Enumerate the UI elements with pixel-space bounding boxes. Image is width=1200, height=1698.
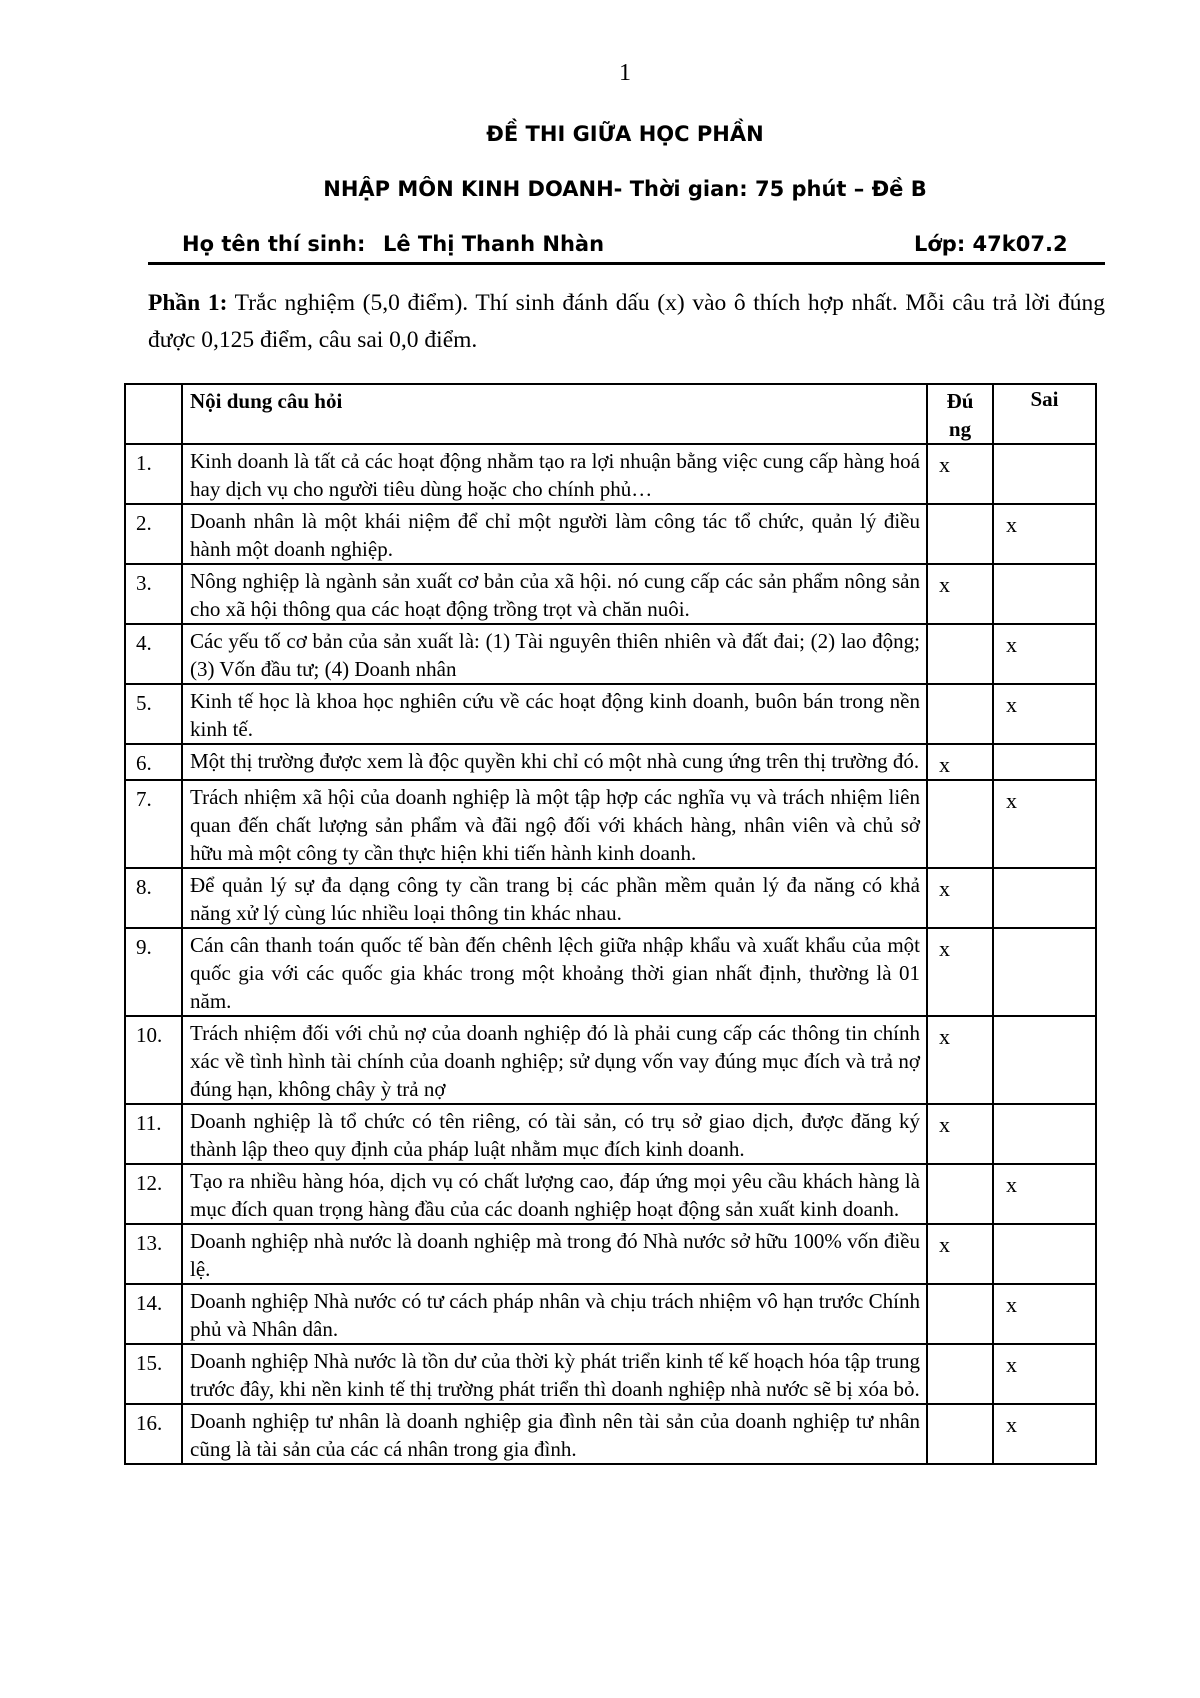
question-text: Doanh nghiệp nhà nước là doanh nghiệp mà trong đó Nhà nước sở hữu 100% vốn điều lệ. [182, 1224, 927, 1284]
question-number: 12. [125, 1164, 182, 1224]
question-text: Kinh tế học là khoa học nghiên cứu về các hoạt động kinh doanh, buôn bán trong nền kinh tế. [182, 684, 927, 744]
false-mark-cell [993, 1104, 1096, 1164]
instructions-text: Trắc nghiệm (5,0 điểm). Thí sinh đánh dấu (x) vào ô thích hợp nhất. Mỗi câu trả lời đúng được 0,125 điểm, câu sai 0,0 điểm. [148, 290, 1105, 353]
header-number-cell [125, 384, 182, 444]
student-name-label: Họ tên thí sinh: [182, 232, 366, 256]
question-text: Để quản lý sự đa dạng công ty cần trang bị các phần mềm quản lý đa năng có khả năng xử lý cùng lúc nhiều loại thông tin khác nhau. [182, 868, 927, 928]
question-number: 9. [125, 928, 182, 1016]
true-mark-cell: x [927, 928, 993, 1016]
true-mark-cell: x [927, 444, 993, 504]
table-row [125, 868, 1096, 928]
question-number: 8. [125, 868, 182, 928]
false-mark-cell: x [993, 624, 1096, 684]
table-row [125, 1404, 1096, 1464]
question-text: Một thị trường được xem là độc quyền khi chỉ có một nhà cung ứng trên thị trường đó. [182, 744, 927, 780]
true-mark-cell: x [927, 564, 993, 624]
false-mark-cell [993, 1224, 1096, 1284]
question-number: 11. [125, 1104, 182, 1164]
false-mark-cell [993, 928, 1096, 1016]
question-number: 15. [125, 1344, 182, 1404]
true-mark-cell [927, 684, 993, 744]
false-mark-cell [993, 1016, 1096, 1104]
table-row [125, 928, 1096, 1016]
true-mark-cell: x [927, 744, 993, 780]
false-mark-cell [993, 868, 1096, 928]
false-mark-cell: x [993, 1404, 1096, 1464]
table-row [125, 1104, 1096, 1164]
part-label: Phần 1: [148, 290, 228, 316]
question-text: Tạo ra nhiều hàng hóa, dịch vụ có chất lượng cao, đáp ứng mọi yêu cầu khách hàng là mục đích quan trọng hàng đầu của các doanh nghiệp hoạt động sản xuất kinh doanh. [182, 1164, 927, 1224]
table-row [125, 684, 1096, 744]
false-mark-cell: x [993, 780, 1096, 868]
page-number: 1 [619, 60, 631, 86]
false-mark-cell: x [993, 1284, 1096, 1344]
question-text: Doanh nghiệp Nhà nước là tồn dư của thời kỳ phát triển kinh tế kế hoạch hóa tập trung trước đây, khi nền kinh tế thị trường phát triển thì doanh nghiệp nhà nước sẽ bị xóa bỏ. [182, 1344, 927, 1404]
true-mark-cell: x [927, 1016, 993, 1104]
false-mark-cell [993, 564, 1096, 624]
false-mark-cell: x [993, 1164, 1096, 1224]
exam-subtitle: NHẬP MÔN KINH DOANH- Thời gian: 75 phút – Đề B [323, 177, 927, 201]
false-mark-cell: x [993, 684, 1096, 744]
true-mark-cell: x [927, 868, 993, 928]
question-number: 3. [125, 564, 182, 624]
header-true: Đúng [927, 384, 993, 444]
question-text: Các yếu tố cơ bản của sản xuất là: (1) Tài nguyên thiên nhiên và đất đai; (2) lao động; (3) Vốn đầu tư; (4) Doanh nhân [182, 624, 927, 684]
false-mark-cell: x [993, 504, 1096, 564]
question-text: Kinh doanh là tất cả các hoạt động nhằm tạo ra lợi nhuận bằng việc cung cấp hàng hoá hay dịch vụ cho người tiêu dùng hoặc cho chính phủ… [182, 444, 927, 504]
true-mark-cell [927, 1164, 993, 1224]
question-number: 14. [125, 1284, 182, 1344]
question-text: Doanh nghiệp là tổ chức có tên riêng, có tài sản, có trụ sở giao dịch, được đăng ký thành lập theo quy định của pháp luật nhằm mục đích kinh doanh. [182, 1104, 927, 1164]
student-class: Lớp: 47k07.2 [914, 232, 1068, 256]
table-row [125, 1016, 1096, 1104]
table-row [125, 1344, 1096, 1404]
question-number: 5. [125, 684, 182, 744]
question-number: 10. [125, 1016, 182, 1104]
false-mark-cell [993, 444, 1096, 504]
table-row [125, 564, 1096, 624]
question-number: 2. [125, 504, 182, 564]
header-false: Sai [993, 384, 1096, 444]
true-mark-cell [927, 780, 993, 868]
false-mark-cell [993, 744, 1096, 780]
question-text: Doanh nhân là một khái niệm để chỉ một người làm công tác tổ chức, quản lý điều hành một doanh nghiệp. [182, 504, 927, 564]
true-mark-cell: x [927, 1224, 993, 1284]
table-header-row [125, 384, 1096, 444]
table-row [125, 780, 1096, 868]
student-name: Lê Thị Thanh Nhàn [383, 232, 605, 256]
table-row [125, 1224, 1096, 1284]
true-mark-cell: x [927, 1104, 993, 1164]
question-number: 4. [125, 624, 182, 684]
question-text: Doanh nghiệp tư nhân là doanh nghiệp gia đình nên tài sản của doanh nghiệp tư nhân cũng là tài sản của các cá nhân trong gia đình. [182, 1404, 927, 1464]
table-row [125, 1284, 1096, 1344]
exam-title: ĐỀ THI GIỮA HỌC PHẦN [486, 122, 764, 146]
question-number: 16. [125, 1404, 182, 1464]
true-mark-cell [927, 1344, 993, 1404]
table-row [125, 624, 1096, 684]
true-mark-cell [927, 1404, 993, 1464]
true-mark-cell [927, 624, 993, 684]
true-mark-cell [927, 1284, 993, 1344]
student-info [150, 232, 1100, 262]
question-number: 13. [125, 1224, 182, 1284]
true-mark-cell [927, 504, 993, 564]
table-row [125, 1164, 1096, 1224]
instructions [148, 285, 1105, 359]
question-text: Trách nhiệm đối với chủ nợ của doanh nghiệp đó là phải cung cấp các thông tin chính xác về tình hình tài chính của doanh nghiệp; sử dụng vốn vay đúng mục đích và trả nợ đúng hạn, không chây ỳ trả nợ [182, 1016, 927, 1104]
header-question: Nội dung câu hỏi [182, 384, 927, 444]
false-mark-cell: x [993, 1344, 1096, 1404]
question-text: Nông nghiệp là ngành sản xuất cơ bản của xã hội. nó cung cấp các sản phẩm nông sản cho xã hội thông qua các hoạt động trồng trọt và chăn nuôi. [182, 564, 927, 624]
question-text: Cán cân thanh toán quốc tế bàn đến chênh lệch giữa nhập khẩu và xuất khẩu của một quốc gia với các quốc gia khác trong một khoảng thời gian nhất định, thường là 01 năm. [182, 928, 927, 1016]
question-text: Trách nhiệm xã hội của doanh nghiệp là một tập hợp các nghĩa vụ và trách nhiệm liên quan đến chất lượng sản phẩm và đãi ngộ đối với khách hàng, nhân viên và chủ sở hữu mà một công ty cần thực hiện khi tiến hành kinh doanh. [182, 780, 927, 868]
table-row [125, 504, 1096, 564]
header-divider [148, 262, 1105, 265]
question-number: 7. [125, 780, 182, 868]
table-row [125, 744, 1096, 780]
question-table [124, 383, 1097, 1465]
question-number: 6. [125, 744, 182, 780]
question-number: 1. [125, 444, 182, 504]
table-row [125, 444, 1096, 504]
question-text: Doanh nghiệp Nhà nước có tư cách pháp nhân và chịu trách nhiệm vô hạn trước Chính phủ và Nhân dân. [182, 1284, 927, 1344]
